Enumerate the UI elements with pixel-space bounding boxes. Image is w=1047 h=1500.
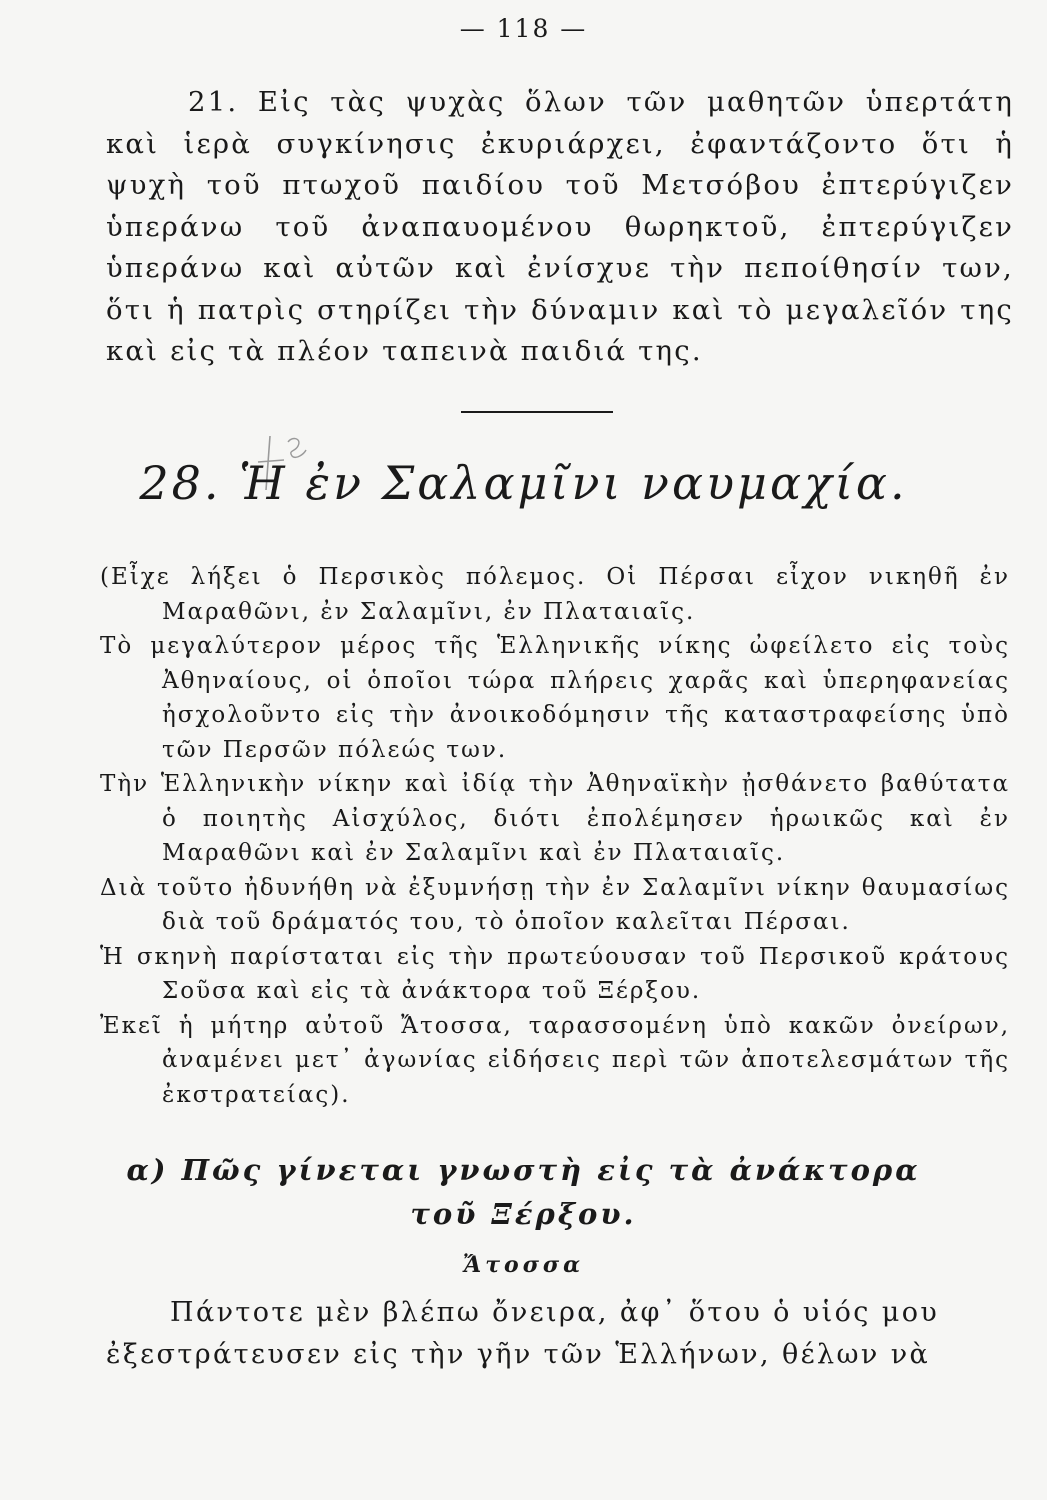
page-number: — 118 — (459, 14, 588, 43)
section-heading-line: α) Πῶς γίνεται γνωστὴ εἰς τὰ ἀνάκτορα (126, 1153, 921, 1187)
verse-line: ἐξεστράτευσεν εἰς τὴν γῆν τῶν Ἑλλήνων, θέλων νὰ (106, 1339, 931, 1370)
summary-paragraph: Ἐκεῖ ἡ μήτηρ αὐτοῦ Ἄτοσσα, ταρασσομένη ὑπὸ κακῶν ὀνείρων, ἀναμένει μετ᾽ ἀγωνίας εἰδήσεις περὶ τῶν ἀποτελεσμάτων τῆς ἐκστρατείας). (100, 1012, 1010, 1108)
summary-paragraph: Τὴν Ἑλληνικὴν νίκην καὶ ἰδίᾳ τὴν Ἀθηναϊκὴν ᾐσθάνετο βαθύτατα ὁ ποιητὴς Αἰσχύλος, διότι ἐπολέμησεν ἡρωικῶς καὶ ἐν Μαραθῶνι καὶ ἐν Σαλαμῖνι καὶ ἐν Πλαταιαῖς. (100, 771, 1010, 866)
chapter-title: 28. Ἡ ἐν Σαλαμῖνι ναυμαχία. (139, 456, 908, 510)
section-heading-line: τοῦ Ξέρξου. (410, 1197, 637, 1231)
summary-paragraph: Διὰ τοῦτο ἠδυνήθη νὰ ἐξυμνήσῃ τὴν ἐν Σαλαμῖνι νίκην θαυμασίως διὰ τοῦ δράματός του, τὸ ὁποῖον καλεῖται Πέρσαι. (100, 874, 1010, 935)
intro-paragraph: 21. Εἰς τὰς ψυχὰς ὅλων τῶν μαθητῶν ὑπερτάτη καὶ ἱερὰ συγκίνησις ἐκυριάρχει, ἐφαντάζοντο ὅτι ἡ ψυχὴ τοῦ πτωχοῦ παιδίου τοῦ Μετσόβου ἐπτερύγιζεν ὑπεράνω τοῦ ἀναπαυομένου θωρηκτοῦ, ἐπτερύγιζεν ὑπεράνω καὶ αὐτῶν καὶ ἐνίσχυε τὴν πεποίθησίν των, ὅτι ἡ πατρὶς στηρίζει τὴν δύναμιν καὶ τὸ μεγαλεῖόν της καὶ εἰς τὰ πλέον ταπεινὰ παιδιά της. (106, 86, 1014, 367)
summary-paragraph: (Εἶχε λήξει ὁ Περσικὸς πόλεμος. Οἱ Πέρσαι εἶχον νικηθῆ ἐν Μαραθῶνι, ἐν Σαλαμῖνι, ἐν Πλαταιαῖς. (100, 564, 1010, 625)
section-divider (461, 411, 613, 413)
chapter-summary (100, 560, 1010, 1112)
verse-text (106, 1292, 990, 1376)
verse-line: Πάντοτε μὲν βλέπω ὄνειρα, ἀφ᾽ ὅτου ὁ υἱός μου (170, 1297, 940, 1328)
section-heading (0, 1148, 1047, 1236)
speaker-name: Ἄτοσσα (462, 1252, 585, 1278)
summary-paragraph: Τὸ μεγαλύτερον μέρος τῆς Ἑλληνικῆς νίκης ὠφείλετο εἰς τοὺς Ἀθηναίους, οἱ ὁποῖοι τώρα πλήρεις χαρᾶς καὶ ὑπερηφανείας ἠσχολοῦντο εἰς τὴν ἀνοικοδόμησιν τῆς καταστραφείσης ὑπὸ τῶν Περσῶν πόλεώς των. (100, 633, 1010, 763)
summary-paragraph: Ἡ σκηνὴ παρίσταται εἰς τὴν πρωτεύουσαν τοῦ Περσικοῦ κράτους Σοῦσα καὶ εἰς τὰ ἀνάκτορα τοῦ Ξέρξου. (100, 943, 1010, 1004)
